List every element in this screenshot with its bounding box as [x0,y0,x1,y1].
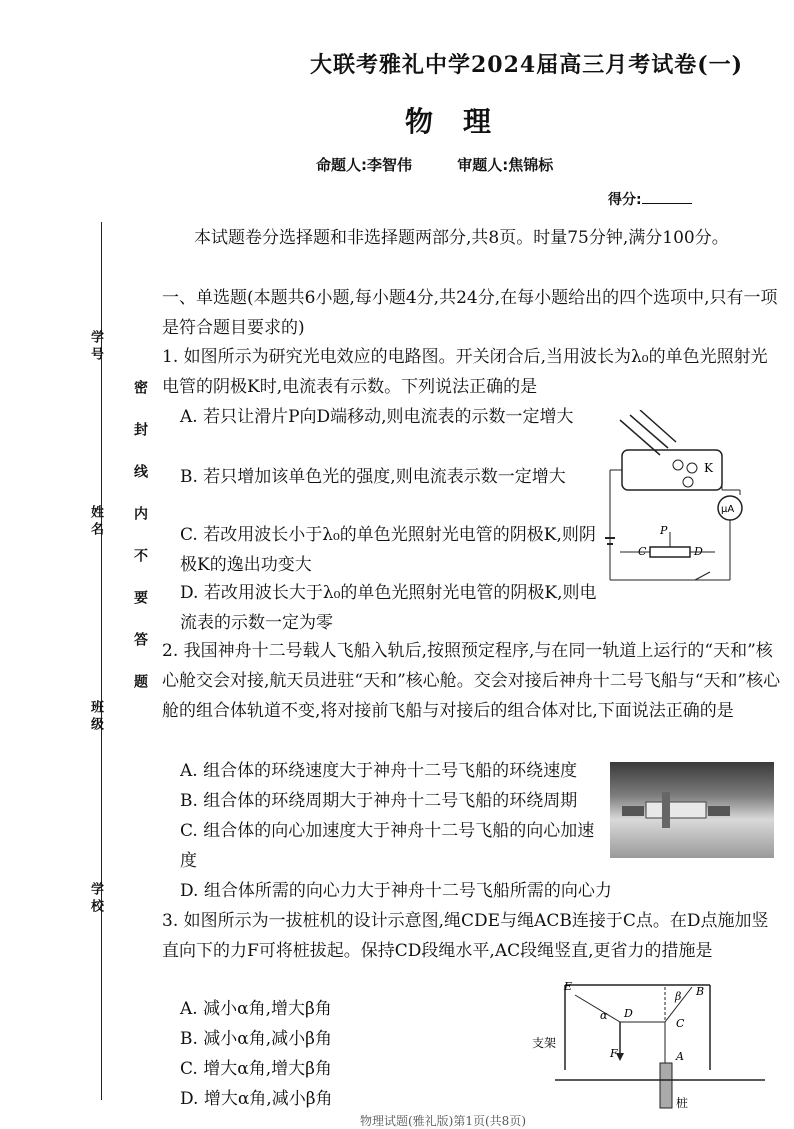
q3-option-b: B. 减小α角,减小β角 [180,1029,333,1049]
point-a-label: A [676,1050,684,1063]
score-label: 得分: [608,192,642,208]
q1-option-c: C. 若改用波长小于λ₀的单色光照射光电管的阴极K,则阴极K的逸出功变大 [180,525,596,575]
school-label: 学校 [88,882,103,916]
pile-puller-diagram [520,975,770,1113]
exam-intro: 本试题卷分选择题和非选择题两部分,共8页。时量75分钟,满分100分。 [194,228,729,248]
seal-notice: 密封线内不要答题 [132,380,148,716]
q2-option-d: D. 组合体所需的向心力大于神舟十二号飞船所需的向心力 [180,881,612,901]
terminal-c-label: C [638,545,647,558]
point-b-label: B [696,985,705,998]
spacecraft-photo [610,762,774,858]
q2-option-c: C. 组合体的向心加速度大于神舟十二号飞船的向心加速度 [180,821,595,871]
point-d-label: D [624,1007,633,1020]
slider-label: P [660,524,668,537]
support-label: 支架 [532,1036,557,1050]
q1-option-a: A. 若只让滑片P向D端移动,则电流表的示数一定增大 [180,407,574,427]
name-label: 姓名 [88,505,103,539]
authors-line [316,154,593,175]
q1-option-b: B. 若只增加该单色光的强度,则电流表示数一定增大 [180,467,566,487]
q1-stem: 1. 如图所示为研究光电效应的电路图。开关闭合后,当用波长为λ₀的单色光照射光电管的阴极K时,电流表有示数。下列说法正确的是 [162,347,768,397]
photoelectric-circuit-diagram [600,410,780,590]
q3-option-a: A. 减小α角,增大β角 [180,999,332,1019]
pile-label: 桩 [676,1096,689,1110]
q3-stem: 3. 如图所示为一拔桩机的设计示意图,绳CDE与绳ACB连接于C点。在D点施加竖直向下的力F可将桩拔起。保持CD段绳水平,AC段绳竖直,更省力的措施是 [162,911,769,961]
exam-title: 大联考雅礼中学2024届高三月考试卷(一) [310,52,744,78]
score-field [608,189,692,209]
force-f-label: F [610,1047,618,1060]
page-footer: 物理试题(雅礼版)第1页(共8页) [360,1114,526,1128]
microammeter-label: μA [721,504,735,515]
q2-stem: 2. 我国神舟十二号载人飞船入轨后,按照预定程序,与在同一轨道上运行的“天和”核心舱交会对接,航天员进驻“天和”核心舱。交会对接后神舟十二号飞船与“天和”核心舱的组合体轨道不变,将对接前飞船与对接后的组合体对比,下面说法正确的是 [162,641,781,721]
reviewer: 审题人:焦锦标 [457,156,554,174]
terminal-d-label: D [694,545,703,558]
q3-option-c: C. 增大α角,增大β角 [180,1059,332,1079]
q1-option-d: D. 若改用波长大于λ₀的单色光照射光电管的阴极K,则电流表的示数一定为零 [180,583,597,633]
class-label: 班级 [88,700,103,734]
point-c-label: C [676,1017,685,1030]
spacecraft-icon [610,762,774,858]
q2-option-b: B. 组合体的环绕周期大于神舟十二号飞船的环绕周期 [180,791,578,811]
q3-option-d: D. 增大α角,减小β角 [180,1089,333,1109]
section-heading: 一、单选题(本题共6小题,每小题4分,共24分,在每小题给出的四个选项中,只有一项是符合题目要求的) [162,288,778,338]
beta-angle-label: β [675,990,682,1003]
score-blank [642,191,692,204]
point-e-label: E [564,980,573,993]
cathode-label: K [704,461,713,475]
author: 命题人:李智伟 [316,156,412,174]
student-id-label: 学号 [88,330,103,364]
alpha-angle-label: α [600,1009,608,1022]
q2-option-a: A. 组合体的环绕速度大于神舟十二号飞船的环绕速度 [180,761,578,781]
subject-title: 物理 [405,105,522,138]
